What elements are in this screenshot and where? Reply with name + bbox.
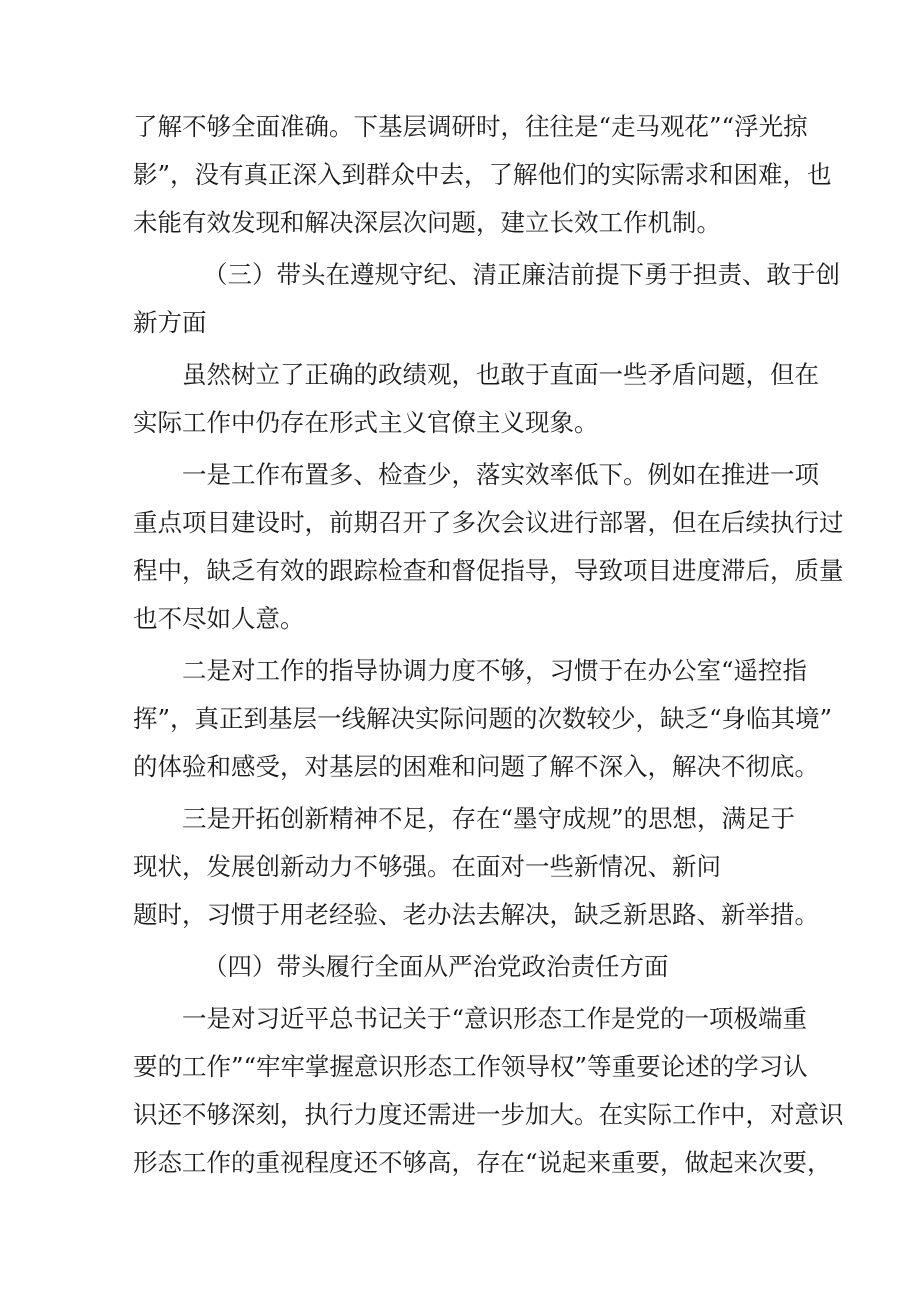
text-line: 要的工作”“牢牢掌握意识形态工作领导权”等重要论述的学习认 xyxy=(133,1052,808,1081)
text-line: 一是工作布置多、检查少，落实效率低下。例如在推进一项 xyxy=(182,460,819,489)
paragraph-point-2 xyxy=(133,647,833,791)
text-line: 也不尽如人意。 xyxy=(133,604,305,633)
text-line: 题时，习惯于用老经验、老办法去解决，缺乏新思路、新举措。 xyxy=(133,900,819,929)
section-heading-4 xyxy=(133,943,793,991)
text-line: 虽然树立了正确的政绩观，也敢于直面一些矛盾问题，但在 xyxy=(182,360,819,389)
text-line: 了解不够全面准确。下基层调研时，往往是“走马观花”“浮光掠 xyxy=(133,112,808,141)
text-line: 现状，发展创新动力不够强。在面对一些新情况、新问 xyxy=(133,852,721,881)
text-line: 影”，没有真正深入到群众中去，了解他们的实际需求和困难，也 xyxy=(133,160,832,189)
heading-line: （三）带头在遵规守纪、清正廉洁前提下勇于担责、敢于创 xyxy=(203,260,840,289)
text-line: 未能有效发现和解决深层次问题，建立长效工作机制。 xyxy=(133,208,721,237)
text-line: 识还不够深刻，执行力度还需进一步加大。在实际工作中，对意识 xyxy=(133,1100,844,1129)
document-body xyxy=(133,103,844,1187)
paragraph-section4-point-1 xyxy=(133,995,844,1187)
text-line: 的体验和感受，对基层的困难和问题了解不深入，解决不彻底。 xyxy=(133,752,819,781)
paragraph-point-3 xyxy=(133,795,819,939)
heading-line: （四）带头履行全面从严治党政治责任方面 xyxy=(203,952,669,981)
paragraph-intro xyxy=(133,351,819,447)
paragraph-continuation xyxy=(133,103,832,247)
text-line: 重点项目建设时，前期召开了多次会议进行部署，但在后续执行过 xyxy=(133,508,844,537)
heading-line: 新方面 xyxy=(133,308,207,337)
section-heading-3 xyxy=(133,251,840,347)
text-line: 形态工作的重视程度还不够高，存在“说起来重要，做起来次要， xyxy=(133,1148,832,1177)
paragraph-point-1 xyxy=(133,451,844,643)
text-line: 挥”，真正到基层一线解决实际问题的次数较少，缺乏“身临其境” xyxy=(133,704,833,733)
text-line: 二是对工作的指导协调力度不够，习惯于在办公室“遥控指 xyxy=(182,656,808,685)
text-line: 程中，缺乏有效的跟踪检查和督促指导，导致项目进度滞后，质量 xyxy=(133,556,844,585)
text-line: 实际工作中仍存在形式主义官僚主义现象。 xyxy=(133,408,599,437)
text-line: 一是对习近平总书记关于“意识形态工作是党的一项极端重 xyxy=(182,1004,808,1033)
text-line: 三是开拓创新精神不足，存在“墨守成规”的思想，满足于 xyxy=(182,804,796,833)
